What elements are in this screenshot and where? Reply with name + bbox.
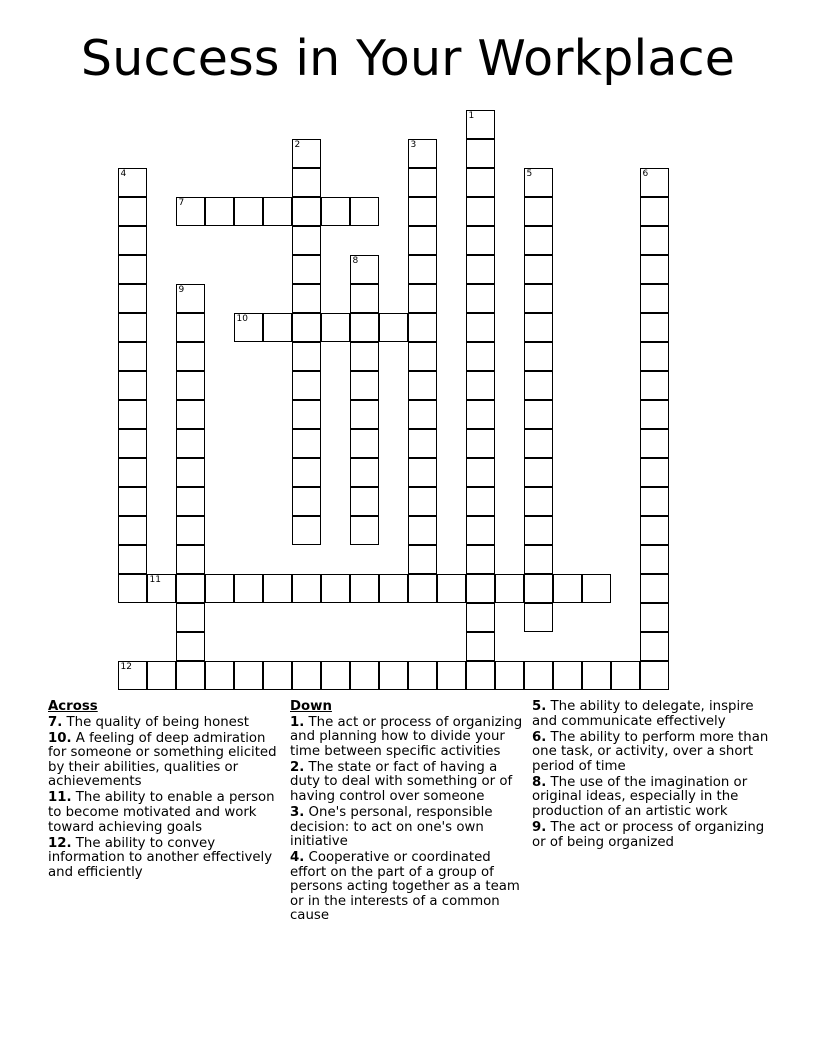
down-clues-column (290, 700, 526, 925)
grid-cell[interactable] (495, 574, 524, 603)
grid-cell[interactable] (263, 574, 292, 603)
grid-cell[interactable] (640, 197, 669, 226)
down-clue-5 (532, 700, 772, 729)
grid-cell[interactable] (640, 487, 669, 516)
clue-number-label: 5 (526, 169, 533, 179)
grid-cell[interactable] (640, 168, 669, 197)
grid-cell[interactable] (408, 429, 437, 458)
grid-cell[interactable] (524, 574, 553, 603)
grid-cell[interactable] (640, 371, 669, 400)
grid-cell[interactable] (524, 371, 553, 400)
grid-cell[interactable] (524, 429, 553, 458)
clue-text: The act or process of organizing and planning how to divide your time between specific activities (290, 714, 523, 759)
clue-number-label: 6 (642, 169, 649, 179)
clue-text: One's personal, responsible decision: to act on one's own initiative (290, 804, 493, 850)
grid-cell[interactable] (640, 313, 669, 342)
grid-cell[interactable] (234, 574, 263, 603)
grid-cell[interactable] (176, 632, 205, 661)
grid-cell[interactable] (408, 226, 437, 255)
grid-cell[interactable] (118, 255, 147, 284)
across-heading: Across (48, 699, 98, 714)
grid-cell[interactable] (176, 429, 205, 458)
grid-cell[interactable] (640, 545, 669, 574)
grid-cell[interactable] (524, 603, 553, 632)
grid-cell[interactable] (466, 313, 495, 342)
grid-cell[interactable] (350, 661, 379, 690)
clue-number: 12. (48, 835, 72, 851)
grid-cell[interactable] (466, 545, 495, 574)
grid-cell[interactable] (408, 342, 437, 371)
grid-cell[interactable] (611, 661, 640, 690)
grid-cell[interactable] (466, 110, 495, 139)
grid-cell[interactable] (292, 400, 321, 429)
down-clue-6 (532, 731, 772, 775)
grid-cell[interactable] (205, 197, 234, 226)
across-clue-7 (48, 716, 278, 731)
grid-cell[interactable] (408, 139, 437, 168)
grid-cell[interactable] (640, 342, 669, 371)
down-clues-column-continued (532, 700, 772, 852)
grid-cell[interactable] (640, 661, 669, 690)
grid-cell[interactable] (176, 342, 205, 371)
grid-cell[interactable] (118, 545, 147, 574)
grid-cell[interactable] (466, 661, 495, 690)
grid-cell[interactable] (205, 574, 234, 603)
grid-cell[interactable] (176, 661, 205, 690)
grid-cell[interactable] (176, 458, 205, 487)
grid-cell[interactable] (524, 661, 553, 690)
across-clue-11 (48, 791, 278, 835)
grid-cell[interactable] (350, 429, 379, 458)
grid-cell[interactable] (379, 661, 408, 690)
clue-text: A feeling of deep admiration for someone or something elicited by their abilities, qualities or achievements (48, 730, 277, 790)
grid-cell[interactable] (118, 284, 147, 313)
down-clue-8 (532, 776, 772, 820)
grid-cell[interactable] (350, 574, 379, 603)
grid-cell[interactable] (640, 429, 669, 458)
clue-number: 1. (290, 714, 305, 730)
grid-cell[interactable] (292, 226, 321, 255)
grid-cell[interactable] (553, 661, 582, 690)
grid-cell[interactable] (408, 574, 437, 603)
grid-cell[interactable] (118, 371, 147, 400)
grid-cell[interactable] (466, 603, 495, 632)
down-clue-3 (290, 806, 526, 850)
grid-cell[interactable] (176, 197, 205, 226)
grid-cell[interactable] (292, 458, 321, 487)
grid-cell[interactable] (495, 661, 524, 690)
grid-cell[interactable] (350, 487, 379, 516)
grid-cell[interactable] (176, 400, 205, 429)
grid-cell[interactable] (176, 284, 205, 313)
clue-number-label: 1 (468, 111, 475, 121)
grid-cell[interactable] (147, 661, 176, 690)
grid-cell[interactable] (466, 255, 495, 284)
grid-cell[interactable] (466, 371, 495, 400)
grid-cell[interactable] (292, 168, 321, 197)
grid-cell[interactable] (408, 371, 437, 400)
grid-cell[interactable] (640, 255, 669, 284)
clue-number-label: 9 (178, 285, 185, 295)
grid-cell[interactable] (350, 400, 379, 429)
grid-cell[interactable] (118, 458, 147, 487)
grid-cell[interactable] (466, 429, 495, 458)
grid-cell[interactable] (408, 255, 437, 284)
puzzle-title: Success in Your Workplace (80, 30, 736, 87)
grid-cell[interactable] (263, 313, 292, 342)
clue-text: The ability to convey information to another effectively and efficiently (48, 835, 273, 880)
grid-cell[interactable] (524, 313, 553, 342)
grid-cell[interactable] (147, 574, 176, 603)
clue-number-label: 4 (120, 169, 127, 179)
grid-cell[interactable] (321, 574, 350, 603)
grid-cell[interactable] (466, 342, 495, 371)
clue-number: 7. (48, 714, 63, 730)
grid-cell[interactable] (408, 458, 437, 487)
grid-cell[interactable] (640, 284, 669, 313)
across-clue-12 (48, 837, 278, 881)
grid-cell[interactable] (408, 168, 437, 197)
grid-cell[interactable] (176, 313, 205, 342)
grid-cell[interactable] (350, 458, 379, 487)
grid-cell[interactable] (118, 168, 147, 197)
grid-cell[interactable] (292, 429, 321, 458)
grid-cell[interactable] (234, 197, 263, 226)
grid-cell[interactable] (524, 400, 553, 429)
grid-cell[interactable] (118, 487, 147, 516)
clue-number: 5. (532, 699, 547, 714)
grid-cell[interactable] (176, 516, 205, 545)
grid-cell[interactable] (640, 574, 669, 603)
clue-number-label: 7 (178, 198, 185, 208)
grid-cell[interactable] (640, 400, 669, 429)
grid-cell[interactable] (176, 371, 205, 400)
grid-cell[interactable] (466, 574, 495, 603)
grid-cell[interactable] (350, 255, 379, 284)
grid-cell[interactable] (437, 661, 466, 690)
grid-cell[interactable] (524, 516, 553, 545)
grid-cell[interactable] (640, 632, 669, 661)
grid-cell[interactable] (118, 516, 147, 545)
grid-cell[interactable] (292, 284, 321, 313)
grid-cell[interactable] (292, 661, 321, 690)
clue-number: 2. (290, 759, 305, 775)
clue-text: The ability to perform more than one task, or activity, over a short period of time (532, 729, 769, 774)
grid-cell[interactable] (524, 284, 553, 313)
clue-number-label: 8 (352, 256, 359, 266)
grid-cell[interactable] (408, 197, 437, 226)
grid-cell[interactable] (524, 545, 553, 574)
grid-cell[interactable] (524, 168, 553, 197)
grid-cell[interactable] (118, 429, 147, 458)
clue-text: Cooperative or coordinated effort on the part of a group of persons acting together as a team or in the interests of a common cause (290, 850, 520, 924)
grid-cell[interactable] (118, 400, 147, 429)
grid-cell[interactable] (524, 342, 553, 371)
clue-number: 11. (48, 790, 72, 806)
clue-number: 6. (532, 729, 547, 745)
grid-cell[interactable] (466, 226, 495, 255)
clue-number-label: 12 (120, 662, 132, 672)
grid-cell[interactable] (640, 458, 669, 487)
clue-text: The quality of being honest (66, 714, 249, 730)
grid-cell[interactable] (640, 516, 669, 545)
clue-number-label: 10 (236, 314, 248, 324)
clue-text: The ability to delegate, inspire and communicate effectively (532, 699, 754, 729)
grid-cell[interactable] (292, 371, 321, 400)
grid-cell[interactable] (466, 197, 495, 226)
grid-cell[interactable] (350, 342, 379, 371)
clue-number-label: 11 (149, 575, 161, 585)
clue-number-label: 3 (410, 140, 417, 150)
grid-cell[interactable] (437, 574, 466, 603)
clue-text: The state or fact of having a duty to deal with something or of having control over someone (290, 759, 513, 804)
grid-cell[interactable] (466, 487, 495, 516)
clue-text: The ability to enable a person to become motivated and work toward achieving goals (48, 790, 275, 835)
grid-cell[interactable] (640, 226, 669, 255)
grid-cell[interactable] (582, 574, 611, 603)
across-clues-column (48, 700, 278, 882)
grid-cell[interactable] (321, 661, 350, 690)
down-clue-1 (290, 716, 526, 760)
grid-cell[interactable] (524, 458, 553, 487)
grid-cell[interactable] (524, 255, 553, 284)
clue-number: 8. (532, 774, 547, 790)
grid-cell[interactable] (408, 487, 437, 516)
grid-cell[interactable] (466, 516, 495, 545)
down-clue-4 (290, 851, 526, 924)
grid-cell[interactable] (466, 139, 495, 168)
down-clue-9 (532, 821, 772, 850)
grid-cell[interactable] (524, 226, 553, 255)
grid-cell[interactable] (292, 487, 321, 516)
grid-cell[interactable] (524, 197, 553, 226)
grid-cell[interactable] (582, 661, 611, 690)
grid-cell[interactable] (118, 574, 147, 603)
grid-cell[interactable] (118, 197, 147, 226)
grid-cell[interactable] (292, 139, 321, 168)
grid-cell[interactable] (176, 487, 205, 516)
grid-cell[interactable] (466, 168, 495, 197)
grid-cell[interactable] (292, 342, 321, 371)
grid-cell[interactable] (292, 255, 321, 284)
grid-cell[interactable] (408, 400, 437, 429)
grid-cell[interactable] (466, 400, 495, 429)
grid-cell[interactable] (350, 313, 379, 342)
grid-cell[interactable] (321, 197, 350, 226)
grid-cell[interactable] (408, 545, 437, 574)
grid-cell[interactable] (118, 342, 147, 371)
grid-cell[interactable] (466, 458, 495, 487)
clue-number-label: 2 (294, 140, 301, 150)
grid-cell[interactable] (118, 661, 147, 690)
down-heading: Down (290, 699, 332, 714)
grid-cell[interactable] (350, 284, 379, 313)
grid-cell[interactable] (263, 197, 292, 226)
grid-cell[interactable] (176, 603, 205, 632)
clue-text: The act or process of organizing or of being organized (532, 819, 765, 850)
grid-cell[interactable] (263, 661, 292, 690)
grid-cell[interactable] (176, 574, 205, 603)
clue-number: 4. (290, 850, 305, 866)
across-clue-10 (48, 732, 278, 790)
grid-cell[interactable] (350, 516, 379, 545)
grid-cell[interactable] (408, 313, 437, 342)
grid-cell[interactable] (379, 313, 408, 342)
grid-cell[interactable] (205, 661, 234, 690)
grid-cell[interactable] (553, 574, 582, 603)
grid-cell[interactable] (292, 574, 321, 603)
clue-number: 10. (48, 730, 72, 746)
grid-cell[interactable] (408, 284, 437, 313)
grid-cell[interactable] (118, 226, 147, 255)
grid-cell[interactable] (408, 661, 437, 690)
clue-text: The use of the imagination or original ideas, especially in the production of an artistic work (532, 774, 748, 819)
down-clue-2 (290, 761, 526, 805)
grid-cell[interactable] (466, 284, 495, 313)
grid-cell[interactable] (350, 371, 379, 400)
grid-cell[interactable] (292, 516, 321, 545)
grid-cell[interactable] (118, 313, 147, 342)
grid-cell[interactable] (640, 603, 669, 632)
clue-number: 9. (532, 819, 547, 835)
grid-cell[interactable] (350, 197, 379, 226)
clue-number: 3. (290, 804, 305, 820)
grid-cell[interactable] (234, 313, 263, 342)
grid-cell[interactable] (176, 545, 205, 574)
grid-cell[interactable] (292, 313, 321, 342)
grid-cell[interactable] (321, 313, 350, 342)
grid-cell[interactable] (292, 197, 321, 226)
grid-cell[interactable] (379, 574, 408, 603)
grid-cell[interactable] (466, 632, 495, 661)
grid-cell[interactable] (408, 516, 437, 545)
grid-cell[interactable] (524, 487, 553, 516)
grid-cell[interactable] (234, 661, 263, 690)
